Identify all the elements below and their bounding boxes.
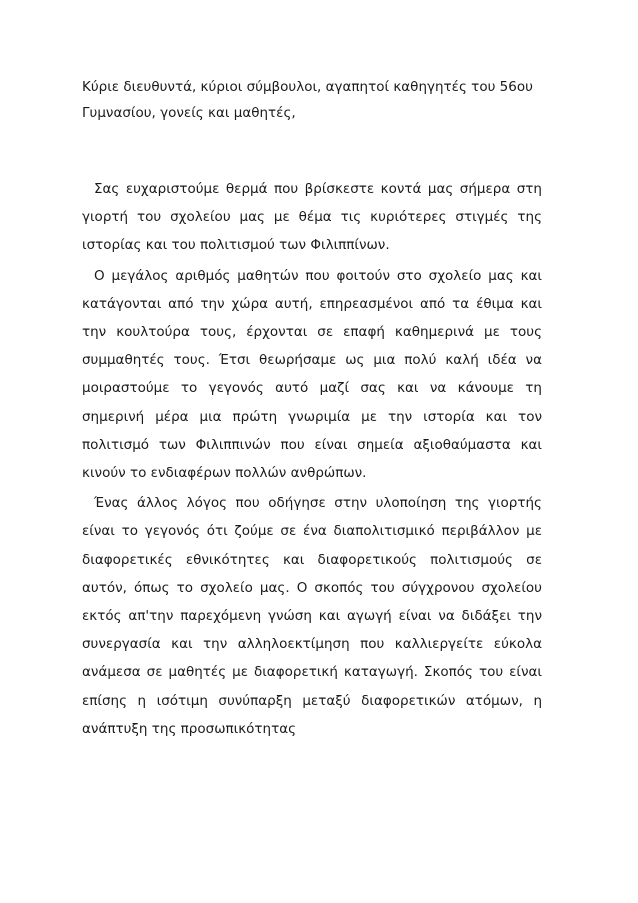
salutation-text: Κύριε διευθυντά, κύριοι σύμβουλοι, αγαπητοί καθηγητές του 56ου Γυμνασίου, γονείς και μαθητές, — [82, 79, 533, 121]
paragraph-1: Σας ευχαριστούμε θερμά που βρίσκεστε κοντά μας σήμερα στη γιορτή του σχολείου μας με θέμα τις κυριότερες στιγμές της ιστορίας και του πολιτισμού των Φιλιππίνων. — [82, 181, 542, 254]
paragraph-3: Ένας άλλος λόγος που οδήγησε στην υλοποίηση της γιορτής είναι το γεγονός ότι ζούμε σε ένα διαπολιτισμικό περιβάλλον με διαφορετικές εθνικότητες και διαφορετικούς πολιτισμούς σε αυτόν, όπως το σχολείο μας. Ο σκοπός του σύγχρονου σχολείου εκτός απ'την παρεχόμενη γνώση και αγωγή είναι να διδάξει την συνεργασία και την αλληλοεκτίμηση που καλλιεργείτε εύκολα ανάμεσα σε μαθητές με διαφορετική καταγωγή. Σκοπός του είναι επίσης η ισότιμη συνύπαρξη μεταξύ διαφορετικών ατόμων, η ανάπτυξη της προσωπικότητας — [82, 495, 542, 737]
salutation-block — [82, 74, 542, 126]
body-text — [82, 175, 542, 745]
paragraph-2: Ο μεγάλος αριθμός μαθητών που φοιτούν στο σχολείο μας και κατάγονται από την χώρα αυτή, επηρεασμένοι από τα έθιμα και την κουλτούρα τους, έρχονται σε επαφή καθημερινά με τους συμμαθητές τους. Έτσι θεωρήσαμε ως μια πολύ καλή ιδέα να μοιραστούμε το γεγονός αυτό μαζί σας και να κάνουμε τη σημερινή μέρα μια πρώτη γνωριμία με την ιστορία και τον πολιτισμό των Φιλιππινών που είναι σημεία αξιοθαύμαστα και κινούν το ενδιαφέρων πολλών ανθρώπων. — [82, 267, 542, 482]
